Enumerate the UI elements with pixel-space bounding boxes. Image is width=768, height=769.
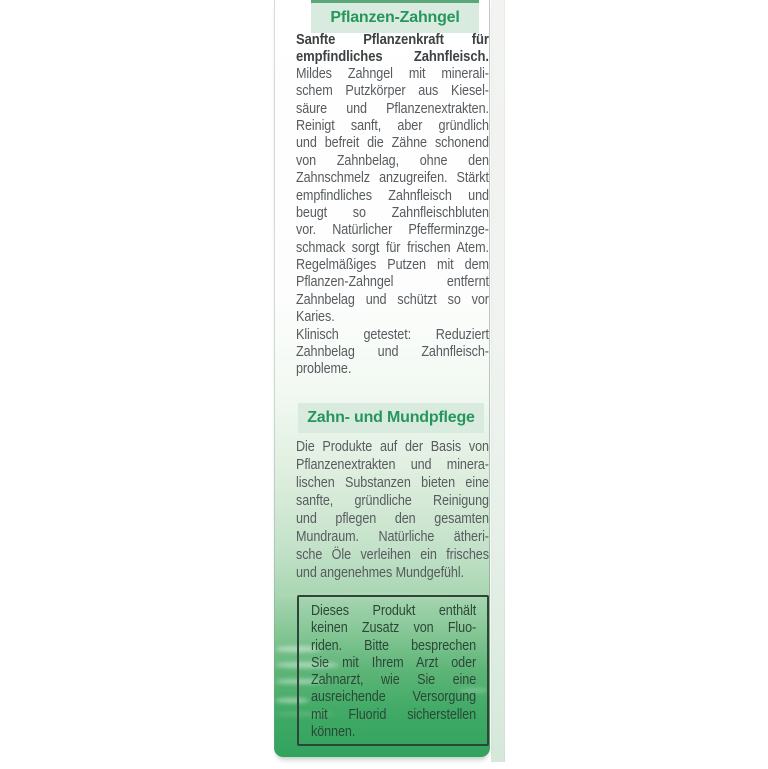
text-line: ausreichende Versorgung xyxy=(311,689,477,706)
text-line: empfindliches Zahnfleisch. xyxy=(296,48,489,66)
text-line: Zahnbelag und Zahnfleisch- xyxy=(296,344,489,361)
text-line: lischen Substanzen bieten eine xyxy=(296,475,489,491)
fluoride-notice-text xyxy=(311,603,476,741)
description-body xyxy=(296,66,489,379)
text-line: sanfte, gründliche Reinigung xyxy=(296,493,489,509)
text-line: Zahnarzt, wie Sie eine xyxy=(311,672,477,689)
package-edge-highlight xyxy=(491,0,505,762)
text-line: und pflegen den gesamten xyxy=(296,511,489,527)
claim-banner-zahn-und-mundpflege xyxy=(298,403,484,433)
text-line: schem Putzkörper aus Kiesel- xyxy=(296,83,489,100)
text-line: Reinigt sanft, aber gründlich xyxy=(296,117,489,134)
toothpaste-tube-back xyxy=(274,0,490,757)
text-line: vor. Natürlicher Pfefferminzge- xyxy=(296,222,489,239)
text-line: Zahnbelag und schützt so vor xyxy=(296,291,489,308)
claim-banner-pflanzen-zahngel xyxy=(311,0,479,33)
text-line: können. xyxy=(311,724,356,741)
product-description xyxy=(296,31,489,379)
banner-title: Zahn- und Mundpflege xyxy=(307,409,475,426)
care-description xyxy=(296,438,489,582)
text-line: mit Fluorid sicherstellen xyxy=(311,706,477,723)
text-line: Die Produkte auf der Basis von xyxy=(296,439,489,455)
text-line: Pflanzen-Zahngel entfernt xyxy=(296,274,489,291)
fluoride-notice-box xyxy=(297,595,489,746)
text-line: keinen Zusatz von Fluo- xyxy=(311,620,477,637)
description-heading xyxy=(296,31,489,66)
text-line: empfindliches Zahnfleisch und xyxy=(296,187,489,204)
text-line: säure und Pflanzenextrakten. xyxy=(296,100,489,117)
text-line: schmack sorgt für frischen Atem. xyxy=(296,239,489,256)
text-line: probleme. xyxy=(296,361,352,378)
text-line: Karies. xyxy=(296,309,335,326)
text-line: Klinisch getestet: Reduziert xyxy=(296,326,489,343)
text-line: Pflanzenextrakten und minera- xyxy=(296,457,489,473)
text-line: sche Öle verleihen ein frisches xyxy=(296,547,489,563)
text-line: beugt so Zahnfleischbluten xyxy=(296,204,489,221)
text-line: von Zahnbelag, ohne den xyxy=(296,152,489,169)
banner-title: Pflanzen-Zahngel xyxy=(330,9,460,26)
text-line: Zahnschmelz anzugreifen. Stärkt xyxy=(296,170,489,187)
text-line: Mundraum. Natürliche ätheri- xyxy=(296,529,489,545)
text-line: Sanfte Pflanzenkraft für xyxy=(296,31,489,48)
text-line: Sie mit Ihrem Arzt oder xyxy=(311,654,477,671)
text-line: und angenehmes Mundgefühl. xyxy=(296,565,464,581)
text-line: Mildes Zahngel mit minerali- xyxy=(296,65,489,82)
text-line: und befreit die Zähne schonend xyxy=(296,135,489,152)
text-line: Regelmäßiges Putzen mit dem xyxy=(296,257,489,274)
text-line: Dieses Produkt enthält xyxy=(311,603,477,619)
text-line: riden. Bitte besprechen xyxy=(311,637,477,654)
